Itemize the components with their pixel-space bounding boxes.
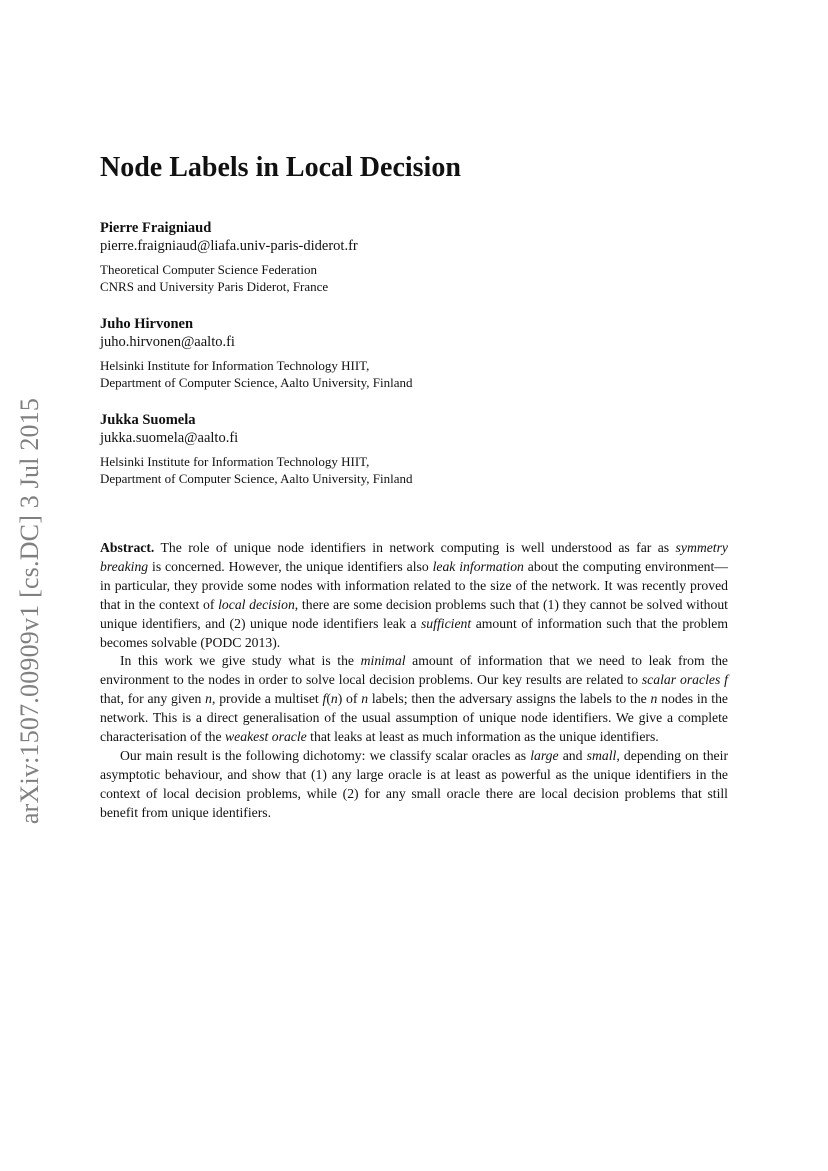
- emphasis-text: n: [650, 691, 658, 707]
- emphasis-text: n: [205, 691, 212, 707]
- text-run: In this work we give study what is the: [120, 653, 361, 669]
- affiliation-line: Helsinki Institute for Information Technology HIIT,: [100, 454, 370, 469]
- text-run: is concerned. However, the unique identifiers also: [148, 558, 433, 574]
- arxiv-sidebar: [0, 376, 60, 846]
- text-run: about the computing environment—in particular, they provide some nodes with information related to the size of the network. It was recently proved that in the context of: [100, 558, 728, 612]
- arxiv-identifier: arXiv:1507.00909v1 [cs.DC] 3 Jul 2015: [15, 397, 45, 825]
- author-affiliation: [100, 261, 358, 295]
- text-run: ) of: [337, 691, 362, 707]
- affiliation-line: Helsinki Institute for Information Technology HIIT,: [100, 358, 370, 373]
- affiliation-line: Department of Computer Science, Aalto University, Finland: [100, 471, 413, 486]
- text-run: Our main result is the following dichotomy: we classify scalar oracles as: [120, 747, 531, 763]
- emphasis-text: n: [361, 691, 369, 707]
- text-run: labels; then the adversary assigns the labels to the: [368, 691, 651, 707]
- emphasis-text: n: [330, 691, 338, 707]
- abstract-paragraph-text: [100, 540, 728, 650]
- affiliation-line: Theoretical Computer Science Federation: [100, 262, 317, 277]
- emphasis-text: scalar oracles f: [641, 672, 728, 688]
- emphasis-text: minimal: [360, 653, 406, 669]
- emphasis-text: large: [530, 747, 559, 763]
- author-email: pierre.fraigniaud@liafa.univ-paris-diderot.fr: [100, 238, 358, 254]
- affiliation-line: CNRS and University Paris Diderot, France: [100, 279, 329, 294]
- text-run: amount of information that we need to leak from the environment to the nodes in order to solve local decision problems. Our key results are related to: [100, 653, 728, 688]
- author-name: Pierre Fraigniaud: [100, 220, 212, 236]
- text-run: , depending on their asymptotic behaviour, and show that (1) any large oracle is at least as powerful as the unique identifiers in the context of local decision problems, while (2) for any small oracle there are local decision problems that still benefit from unique identifiers.: [100, 747, 728, 820]
- text-run: and: [558, 747, 587, 763]
- author-name: Juho Hirvonen: [100, 316, 194, 332]
- author-block-1: [100, 219, 358, 295]
- abstract-paragraph-text: [100, 653, 728, 744]
- paper-title: Node Labels in Local Decision: [100, 152, 461, 183]
- author-email: jukka.suomela@aalto.fi: [100, 430, 239, 446]
- emphasis-text: f: [322, 691, 327, 707]
- text-run: that leaks at least as much information as the unique identifiers.: [306, 729, 659, 745]
- text-run: The role of unique node identifiers in network computing is well understood as far as: [154, 540, 676, 555]
- text-run: nodes in the network. This is a direct generalisation of the usual assumption of unique node identifiers. We give a complete characterisation of the: [100, 691, 728, 745]
- emphasis-text: local decision: [218, 596, 295, 612]
- author-affiliation: [100, 453, 413, 487]
- abstract-paragraph-3: [100, 747, 728, 823]
- emphasis-text: symmetry breaking: [100, 540, 728, 574]
- author-email: juho.hirvonen@aalto.fi: [100, 334, 235, 350]
- affiliation-line: Department of Computer Science, Aalto University, Finland: [100, 375, 413, 390]
- abstract-heading: Abstract.: [100, 540, 155, 555]
- text-run: , there are some decision problems such that (1) they cannot be solved without unique identifiers, and (2) unique node identifiers leak a: [100, 596, 728, 631]
- author-block-2: [100, 315, 413, 391]
- abstract: [100, 539, 728, 823]
- abstract-paragraph-text: [100, 748, 728, 820]
- abstract-paragraph-2: [100, 652, 728, 747]
- author-name: Jukka Suomela: [100, 412, 196, 428]
- text-run: amount of information such that the problem becomes solvable (PODC 2013).: [100, 615, 728, 650]
- abstract-paragraph-1: [100, 539, 728, 652]
- text-run: (: [326, 691, 331, 707]
- author-block-3: [100, 411, 413, 487]
- emphasis-text: small: [586, 747, 617, 763]
- emphasis-text: leak information: [432, 558, 524, 574]
- author-affiliation: [100, 357, 413, 391]
- text-run: , provide a multiset: [212, 691, 323, 707]
- text-run: that, for any given: [100, 691, 206, 707]
- emphasis-text: weakest oracle: [225, 729, 307, 745]
- emphasis-text: sufficient: [420, 615, 472, 631]
